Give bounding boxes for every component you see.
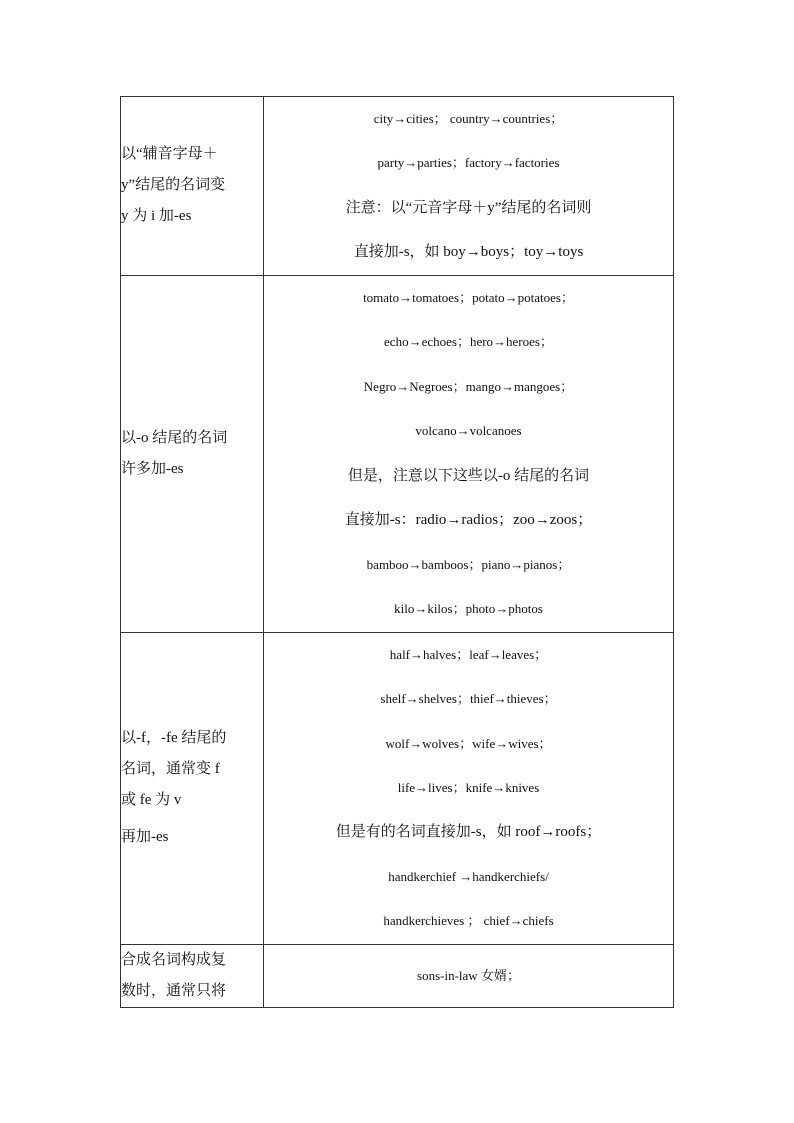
rule-text: 数时，通常只将 bbox=[121, 982, 227, 999]
table-row bbox=[121, 632, 674, 944]
examples-cell bbox=[264, 632, 674, 944]
rule-text: 或 fe 为 v bbox=[121, 792, 182, 809]
note-line: 注意：以“元音字母＋y”结尾的名词则 bbox=[345, 199, 592, 216]
note-line: 但是，注意以下这些以-o 结尾的名词 bbox=[347, 467, 590, 484]
rule-text: y 为 i 加-es bbox=[121, 208, 192, 225]
rule-text: 以-f，-fe 结尾的 bbox=[121, 730, 227, 747]
examples-cell bbox=[264, 97, 674, 276]
rule-text: 以-o 结尾的名词 bbox=[121, 429, 228, 446]
rule-cell bbox=[121, 97, 264, 276]
example-line: kilo→kilos；photo→photos bbox=[394, 601, 543, 617]
example-line: life→lives；knife→knives bbox=[397, 779, 540, 795]
rule-text: 许多加-es bbox=[121, 460, 184, 477]
example-line: half→halves；leaf→leaves； bbox=[389, 646, 548, 662]
table-row bbox=[121, 275, 674, 632]
rule-cell bbox=[121, 275, 264, 632]
table-row bbox=[121, 97, 674, 276]
example-line: wolf→wolves；wife→wives； bbox=[385, 735, 552, 751]
example-line: volcano→volcanoes bbox=[415, 423, 522, 439]
example-line: handkerchief →handkerchiefs/ bbox=[388, 868, 549, 884]
rule-text: 名词，通常变 f bbox=[121, 761, 220, 778]
rule-cell bbox=[121, 944, 264, 1007]
plural-rules-table bbox=[120, 96, 674, 1008]
note-line: 直接加-s，如 boy→boys；toy→toys bbox=[353, 244, 584, 261]
rule-cell bbox=[121, 632, 264, 944]
examples-cell bbox=[264, 275, 674, 632]
example-line: handkerchieves ； chief→chiefs bbox=[383, 913, 554, 929]
example-line: bamboo→bamboos；piano→pianos； bbox=[366, 556, 571, 572]
example-line: tomato→tomatoes；potato→potatoes； bbox=[363, 289, 574, 305]
example-line: shelf→shelves；thief→thieves； bbox=[380, 691, 557, 707]
table-row bbox=[121, 944, 674, 1007]
note-line: 但是有的名词直接加-s，如 roof→roofs； bbox=[335, 824, 602, 841]
rule-text: 再加-es bbox=[121, 829, 169, 846]
example-line: city→cities； country→countries； bbox=[373, 111, 564, 126]
rule-text: y”结尾的名词变 bbox=[121, 177, 226, 194]
rule-text: 以“辅音字母＋ bbox=[121, 146, 218, 163]
example-line: party→parties；factory→factories bbox=[377, 155, 560, 171]
example-line: echo→echoes；hero→heroes； bbox=[384, 334, 553, 350]
rule-text: 合成名词构成复 bbox=[121, 951, 227, 968]
example-line: sons-in-law 女婿； bbox=[417, 967, 520, 983]
note-line: 直接加-s：radio→radios；zoo→zoos； bbox=[344, 512, 593, 529]
examples-cell bbox=[264, 944, 674, 1007]
example-line: Negro→Negroes；mango→mangoes； bbox=[363, 378, 574, 394]
